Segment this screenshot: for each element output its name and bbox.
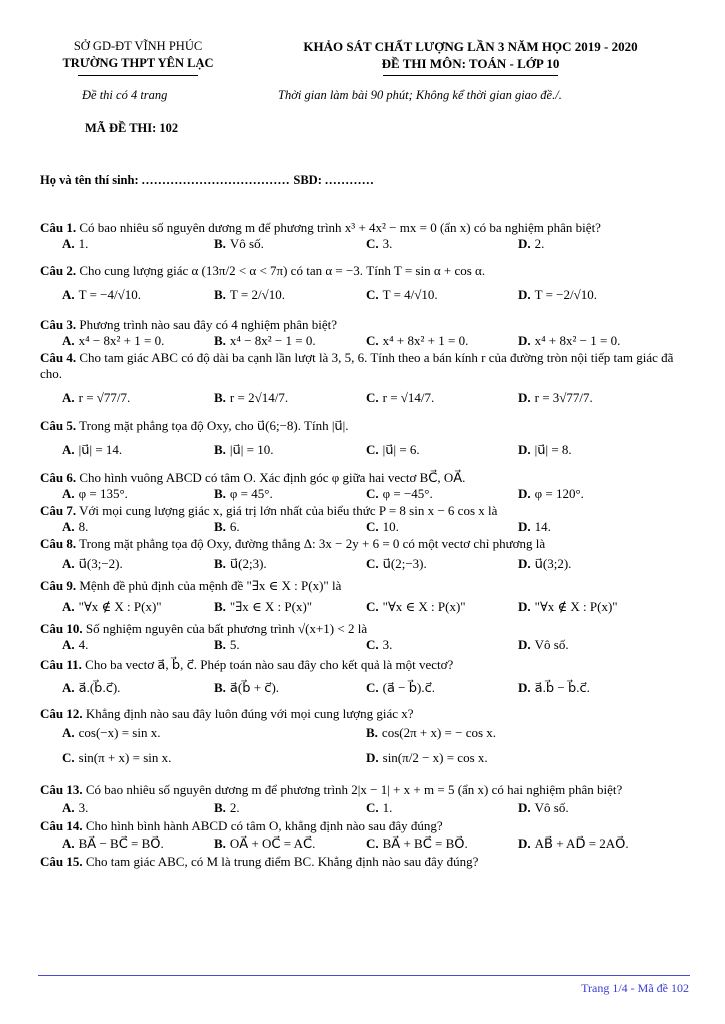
option-d[interactable]: D. sin(π/2 − x) = cos x.	[366, 750, 488, 765]
option-d[interactable]: D. u⃗(3;2).	[518, 556, 572, 571]
question-label: Câu 9.	[40, 578, 77, 593]
option-d[interactable]: D. r = 3√77/7.	[518, 390, 593, 405]
question-text: Số nghiệm nguyên của bất phương trình √(x+1) < 2 là	[85, 621, 368, 636]
school-name: TRƯỜNG THPT YÊN LẠC	[62, 56, 214, 70]
question-label: Câu 12.	[40, 706, 83, 721]
question-label: Câu 11.	[40, 657, 82, 672]
question-text: Cho cung lượng giác α (13π/2 < α < 7π) có tan α = −3. Tính T = sin α + cos α.	[79, 263, 486, 278]
option-c[interactable]: C. x⁴ + 8x² + 1 = 0.	[366, 333, 469, 348]
option-d[interactable]: D. Vô số.	[518, 800, 569, 815]
question-text: Cho hình bình hành ABCD có tâm O, khẳng định nào sau đây đúng?	[85, 818, 443, 833]
question-text: Khẳng định nào sau đây luôn đúng với mọi cung lượng giác x?	[85, 706, 414, 721]
option-c[interactable]: C. u⃗(2;−3).	[366, 556, 427, 571]
question-label: Câu 4.	[40, 350, 77, 365]
option-a[interactable]: A. cos(−x) = sin x.	[62, 725, 161, 740]
option-a[interactable]: A. 8.	[62, 519, 89, 534]
question-list	[40, 220, 690, 870]
option-c[interactable]: C. 3.	[366, 637, 393, 652]
question-7	[40, 503, 690, 536]
option-a[interactable]: A. |u⃗| = 14.	[62, 442, 123, 457]
question-text: Cho tam giác ABC, có M là trung điểm BC. Khẳng định nào sau đây đúng?	[85, 854, 479, 869]
question-label: Câu 10.	[40, 621, 83, 636]
option-a[interactable]: A. 4.	[62, 637, 89, 652]
option-d[interactable]: D. AB⃗ + AD⃗ = 2AO⃗.	[518, 836, 629, 851]
sbd-label: SBD:	[293, 173, 322, 187]
option-d[interactable]: D. |u⃗| = 8.	[518, 442, 572, 457]
option-a[interactable]: A. T = −4/√10.	[62, 287, 142, 302]
option-b[interactable]: B. 5.	[214, 637, 240, 652]
question-6	[40, 466, 690, 503]
option-b[interactable]: B. u⃗(2;3).	[214, 556, 267, 571]
option-d[interactable]: D. 2.	[518, 236, 545, 251]
option-b[interactable]: B. 6.	[214, 519, 240, 534]
question-2	[40, 253, 690, 311]
question-label: Câu 5.	[40, 418, 77, 433]
department: SỞ GD-ĐT VĨNH PHÚC	[73, 39, 203, 53]
question-label: Câu 15.	[40, 854, 83, 869]
option-d[interactable]: D. 14.	[518, 519, 551, 534]
option-d[interactable]: D. φ = 120°.	[518, 486, 584, 501]
option-b[interactable]: B. x⁴ − 8x² − 1 = 0.	[214, 333, 316, 348]
option-a[interactable]: A. 3.	[62, 800, 89, 815]
page-footer: Trang 1/4 - Mã đề 102	[581, 981, 689, 995]
option-b[interactable]: B. |u⃗| = 10.	[214, 442, 274, 457]
option-c[interactable]: C. (a⃗ − b⃗).c⃗.	[366, 680, 435, 695]
option-b[interactable]: B. 2.	[214, 800, 240, 815]
question-label: Câu 7.	[40, 503, 77, 518]
sbd-field[interactable]: ............	[325, 173, 375, 187]
question-label: Câu 1.	[40, 220, 77, 235]
question-8	[40, 536, 690, 574]
question-text: Trong mặt phẳng tọa độ Oxy, cho u⃗(6;−8). Tính |u⃗|.	[79, 418, 349, 433]
question-10	[40, 618, 690, 654]
time-note: Thời gian làm bài 90 phút; Không kể thời gian giao đề./.	[278, 88, 562, 102]
question-14	[40, 818, 690, 854]
option-c[interactable]: C. φ = −45°.	[366, 486, 433, 501]
exam-subject: ĐỀ THI MÔN: TOÁN - LỚP 10	[381, 56, 560, 71]
option-a[interactable]: A. "∀x ∉ X : P(x)"	[62, 599, 162, 614]
option-b[interactable]: B. r = 2√14/7.	[214, 390, 289, 405]
candidate-line	[40, 173, 375, 188]
question-13	[40, 774, 690, 818]
question-text: Có bao nhiêu số nguyên dương m để phương trình x³ + 4x² − mx = 0 (ẩn x) có ba nghiệm phân biệt?	[79, 220, 601, 235]
question-text: Cho tam giác ABC có độ dài ba cạnh lần lượt là 3, 5, 6. Tính theo a bán kính r của đường tròn nội tiếp tam giác đã cho.	[40, 350, 674, 381]
exam-code: MÃ ĐỀ THI: 102	[85, 121, 179, 135]
option-b[interactable]: B. "∃x ∈ X : P(x)"	[214, 599, 313, 614]
option-d[interactable]: D. "∀x ∉ X : P(x)"	[518, 599, 618, 614]
option-a[interactable]: A. r = √77/7.	[62, 390, 131, 405]
option-b[interactable]: B. OA⃗ + OC⃗ = AC⃗.	[214, 836, 316, 851]
question-9	[40, 574, 690, 618]
question-5	[40, 414, 690, 466]
option-a[interactable]: A. u⃗(3;−2).	[62, 556, 123, 571]
question-label: Câu 3.	[40, 317, 77, 332]
option-c[interactable]: C. r = √14/7.	[366, 390, 435, 405]
question-11	[40, 654, 690, 703]
question-4	[40, 350, 690, 414]
option-a[interactable]: A. x⁴ − 8x² + 1 = 0.	[62, 333, 165, 348]
question-label: Câu 14.	[40, 818, 83, 833]
option-c[interactable]: C. 1.	[366, 800, 393, 815]
option-b[interactable]: B. φ = 45°.	[214, 486, 273, 501]
question-label: Câu 13.	[40, 782, 83, 797]
question-text: Với mọi cung lượng giác x, giá trị lớn nhất của biểu thức P = 8 sin x − 6 cos x là	[79, 503, 498, 518]
question-text: Có bao nhiêu số nguyên dương m để phương trình 2|x − 1| + x + m = 5 (ẩn x) có hai nghiệm phân biệt?	[85, 782, 623, 797]
question-15	[40, 854, 690, 870]
option-a[interactable]: A. BA⃗ − BC⃗ = BO⃗.	[62, 836, 164, 851]
option-c[interactable]: C. 10.	[366, 519, 399, 534]
option-b[interactable]: B. a⃗(b⃗ + c⃗).	[214, 680, 280, 695]
header-right-underline	[383, 75, 558, 76]
option-a[interactable]: A. 1.	[62, 236, 89, 251]
question-label: Câu 2.	[40, 263, 77, 278]
exam-title: KHẢO SÁT CHẤT LƯỢNG LẦN 3 NĂM HỌC 2019 - 2020	[303, 39, 638, 54]
question-label: Câu 8.	[40, 536, 77, 551]
option-c[interactable]: C. T = 4/√10.	[366, 287, 438, 302]
question-text: Cho ba vectơ a⃗, b⃗, c⃗. Phép toán nào sau đây cho kết quả là một vectơ?	[85, 657, 454, 672]
option-d[interactable]: D. a⃗.b⃗ − b⃗.c⃗.	[518, 680, 590, 695]
candidate-name-field[interactable]: ....................................	[141, 173, 291, 187]
question-1	[40, 220, 690, 253]
option-b[interactable]: B. T = 2/√10.	[214, 287, 285, 302]
option-b[interactable]: B. Vô số.	[214, 236, 264, 251]
question-12	[40, 703, 690, 774]
question-text: Cho hình vuông ABCD có tâm O. Xác định góc φ giữa hai vectơ BC⃗, OA⃗.	[79, 470, 466, 485]
question-text: Phương trình nào sau đây có 4 nghiệm phân biệt?	[79, 317, 337, 332]
option-c[interactable]: C. |u⃗| = 6.	[366, 442, 420, 457]
option-c[interactable]: C. 3.	[366, 236, 393, 251]
option-d[interactable]: D. Vô số.	[518, 637, 569, 652]
option-c[interactable]: C. "∀x ∈ X : P(x)"	[366, 599, 466, 614]
option-c[interactable]: C. BA⃗ + BC⃗ = BO⃗.	[366, 836, 468, 851]
option-c[interactable]: C. sin(π + x) = sin x.	[62, 750, 172, 765]
header-left-underline	[78, 75, 198, 76]
option-d[interactable]: D. T = −2/√10.	[518, 287, 598, 302]
footer-divider	[38, 975, 690, 976]
option-b[interactable]: B. cos(2π + x) = − cos x.	[366, 725, 497, 740]
question-3	[40, 311, 690, 350]
question-label: Câu 6.	[40, 470, 77, 485]
header-left	[38, 38, 238, 76]
option-a[interactable]: A. a⃗.(b⃗.c⃗).	[62, 680, 121, 695]
question-text: Trong mặt phẳng tọa độ Oxy, đường thẳng Δ: 3x − 2y + 6 = 0 có một vectơ chỉ phương là	[79, 536, 546, 551]
question-text: Mệnh đề phủ định của mệnh đề "∃x ∈ X : P(x)" là	[79, 578, 342, 593]
option-a[interactable]: A. φ = 135°.	[62, 486, 128, 501]
header-right	[248, 38, 693, 76]
candidate-name-label: Họ và tên thí sinh:	[40, 173, 139, 187]
option-d[interactable]: D. x⁴ + 8x² − 1 = 0.	[518, 333, 621, 348]
pages-note: Đề thi có 4 trang	[82, 88, 168, 102]
